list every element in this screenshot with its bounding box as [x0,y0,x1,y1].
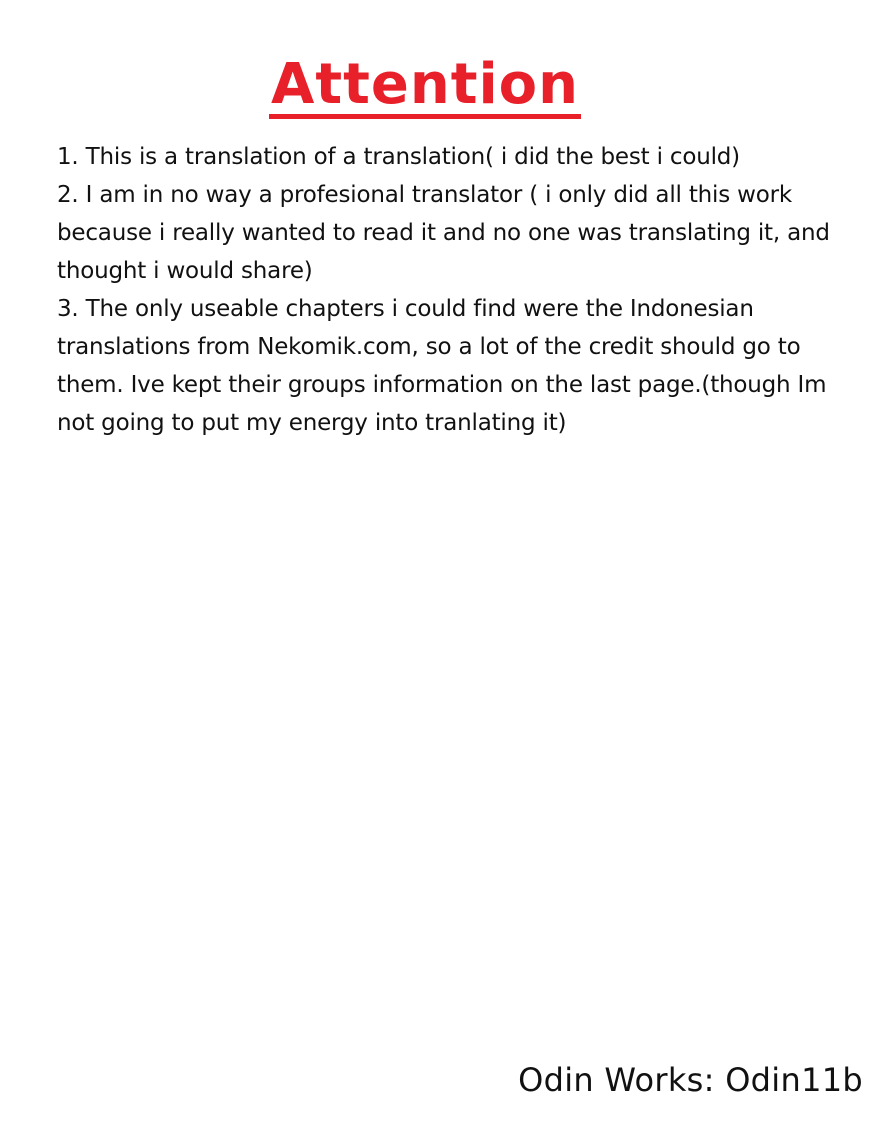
note-2: 2. I am in no way a profesional translator ( i only did all this work because i really wanted to read it and no one was translating it, and thought i would share) [57,182,830,284]
signature: Odin Works: Odin11b [518,1061,863,1099]
note-1: 1. This is a translation of a translation( i did the best i could) [57,144,740,170]
page-title [0,52,850,119]
title-text: Attention [270,52,580,117]
notes-list [57,138,857,442]
note-3: 3. The only useable chapters i could find were the Indonesian translations from Nekomik.com, so a lot of the credit should go to them. Ive kept their groups information on the last page.(though Im not going to put my energy into tranlating it) [57,296,827,436]
